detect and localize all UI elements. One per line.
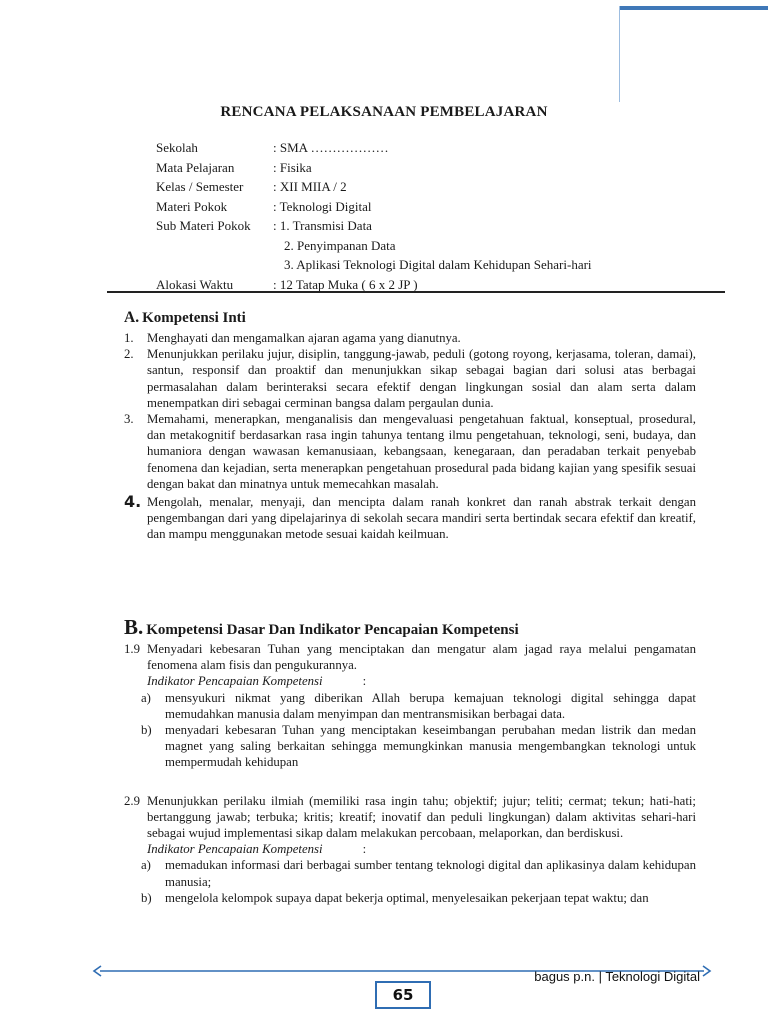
identity-row-class	[156, 177, 592, 197]
list-item	[124, 494, 696, 543]
list-text: Mengolah, menalar, menyaji, dan mencipta dalam ranah konkret dan ranah abstrak terkait dengan pengembangan dari yang dipelajarinya di sekolah secara mandiri serta bertindak secara efektif dan kreatif, dan mampu menggunakan metode sesuai kaidah keilmuan.	[147, 495, 696, 542]
corner-decoration-line	[619, 6, 620, 102]
section-title: Kompetensi Dasar Dan Indikator Pencapaian Kompetensi	[146, 622, 519, 638]
identity-value: : Teknologi Digital	[273, 198, 372, 214]
identity-label: Sekolah	[156, 140, 198, 155]
list-item	[124, 346, 696, 411]
identity-value: : XII MIIA / 2	[273, 179, 347, 194]
indicator-item	[141, 722, 696, 771]
kd-item	[124, 793, 696, 842]
section-letter: B.	[124, 615, 144, 639]
kd-text: Menyadari kebesaran Tuhan yang menciptakan dan mengatur alam jagad raya melalui pengamatan fenomena alam fisis dan pengukurannya.	[147, 642, 696, 673]
kd-number: 2.9	[124, 793, 140, 808]
list-text: Memahami, menerapkan, menganalisis dan mengevaluasi pengetahuan faktual, konseptual, prosedural, dan metakognitif berdasarkan rasa ingin tahunya tentang ilmu pengetahuan, teknologi, seni, budaya, dan humaniora dengan wawasan kemanusiaan, kebangsaan, kenegaraan, dan peradaban terkait penyebab fenomena dan kejadian, serta menerapkan pengetahuan prosedural pada bidang kajian yang spesifik sesuai dengan bakat dan minatnya untuk memecahkan masalah.	[147, 412, 696, 491]
indicator-colon: :	[362, 842, 367, 857]
identity-row-material	[156, 197, 592, 217]
submaterial-item: 3. Aplikasi Teknologi Digital dalam Kehidupan Sehari-hari	[284, 257, 592, 272]
indicator-text: memadukan informasi dari berbagai sumber tentang teknologi digital dan aplikasinya dalam kehidupan manusia;	[165, 858, 696, 889]
indicator-number: b)	[141, 723, 152, 738]
indicator-number: b)	[141, 890, 152, 905]
indicator-number: a)	[141, 690, 151, 705]
corner-decoration-top	[619, 6, 768, 10]
list-number: 2.	[124, 347, 134, 362]
kd-item	[124, 641, 696, 673]
identity-label: Mata Pelajaran	[156, 159, 235, 175]
indicator-item	[141, 690, 696, 722]
list-text: Menghayati dan mengamalkan ajaran agama yang dianutnya.	[147, 331, 461, 345]
indicator-colon: :	[362, 674, 367, 689]
indicator-item	[141, 890, 696, 906]
section-heading	[124, 617, 696, 640]
indicator-item	[141, 857, 696, 889]
section-title: Kompetensi Inti	[142, 310, 246, 326]
indicator-text: mensyukuri nikmat yang diberikan Allah berupa kemajuan teknologi digital sehingga dapat memudahkan manusia dalam menyimpan dan mentransmisikan berbagai data.	[165, 690, 696, 721]
identity-label: Kelas / Semester	[156, 179, 244, 194]
identity-value: : SMA ………………	[273, 140, 389, 155]
list-number: 4.	[124, 492, 142, 512]
identity-row-submaterial	[156, 216, 592, 236]
identity-value: : 12 Tatap Muka ( 6 x 2 JP )	[273, 276, 418, 292]
section-a	[124, 308, 696, 543]
indicator-text: mengelola kelompok supaya dapat bekerja optimal, menyelesaikan pekerjaan tepat waktu; dan	[165, 890, 649, 905]
list-number: 3.	[124, 412, 134, 427]
identity-value: : Fisika	[273, 159, 312, 175]
section-letter: A.	[124, 309, 140, 326]
indicator-label	[147, 841, 696, 857]
kd-text: Menunjukkan perilaku ilmiah (memiliki rasa ingin tahu; objektif; jujur; teliti; cermat; tekun; hati-hati; bertanggung jawab; terbuka; kritis; kreatif; inovatif dan peduli lingkungan) dalam aktivitas sehari-hari sebagai wujud implementasi sikap dalam melakukan percobaan, melaporkan, dan berdiskusi.	[147, 793, 696, 841]
indicator-label	[147, 673, 696, 689]
section-heading	[124, 308, 696, 328]
page-number: 65	[375, 981, 431, 1009]
identity-block	[156, 138, 592, 294]
identity-value: : 1. Transmisi Data	[273, 218, 372, 233]
kd-number: 1.9	[124, 642, 140, 656]
footer-author: bagus p.n. | Teknologi Digital	[534, 969, 700, 984]
ki-list	[0, 330, 696, 543]
section-b	[124, 617, 696, 906]
identity-label: Alokasi Waktu	[156, 276, 234, 292]
identity-row-subject	[156, 158, 592, 178]
indicator-text: menyadari kebesaran Tuhan yang menciptakan keseimbangan perubahan medan listrik dan medan magnet yang saling berkaitan sehingga memungkinkan manusia mengembangkan teknologi untuk mempermudah kehidupan	[165, 723, 696, 770]
indicator-title: Indikator Pencapaian Kompetensi	[147, 674, 323, 689]
list-item	[0, 330, 696, 346]
identity-row-school	[156, 138, 592, 158]
list-text: Menunjukkan perilaku jujur, disiplin, tanggung-jawab, peduli (gotong royong, kerjasama, toleran, damai), santun, responsif dan proaktif dan menunjukkan sikap sebagai bagian dari solusi atas berbagai permasalahan dalam berinteraksi secara efektif dengan lingkungan sosial dan alam serta dalam menempatkan diri sebagai cerminan bangsa dalam pergaulan dunia.	[147, 347, 696, 410]
identity-label: Materi Pokok	[156, 198, 228, 214]
list-item	[124, 411, 696, 492]
indicator-number: a)	[141, 858, 151, 873]
document-title: RENCANA PELAKSANAAN PEMBELAJARAN	[220, 104, 548, 120]
list-number: 1.	[124, 331, 134, 345]
indicator-title: Indikator Pencapaian Kompetensi	[147, 842, 323, 857]
submaterial-item: 2. Penyimpanan Data	[284, 237, 396, 253]
identity-label: Sub Materi Pokok	[156, 218, 251, 233]
header-divider	[107, 291, 725, 293]
